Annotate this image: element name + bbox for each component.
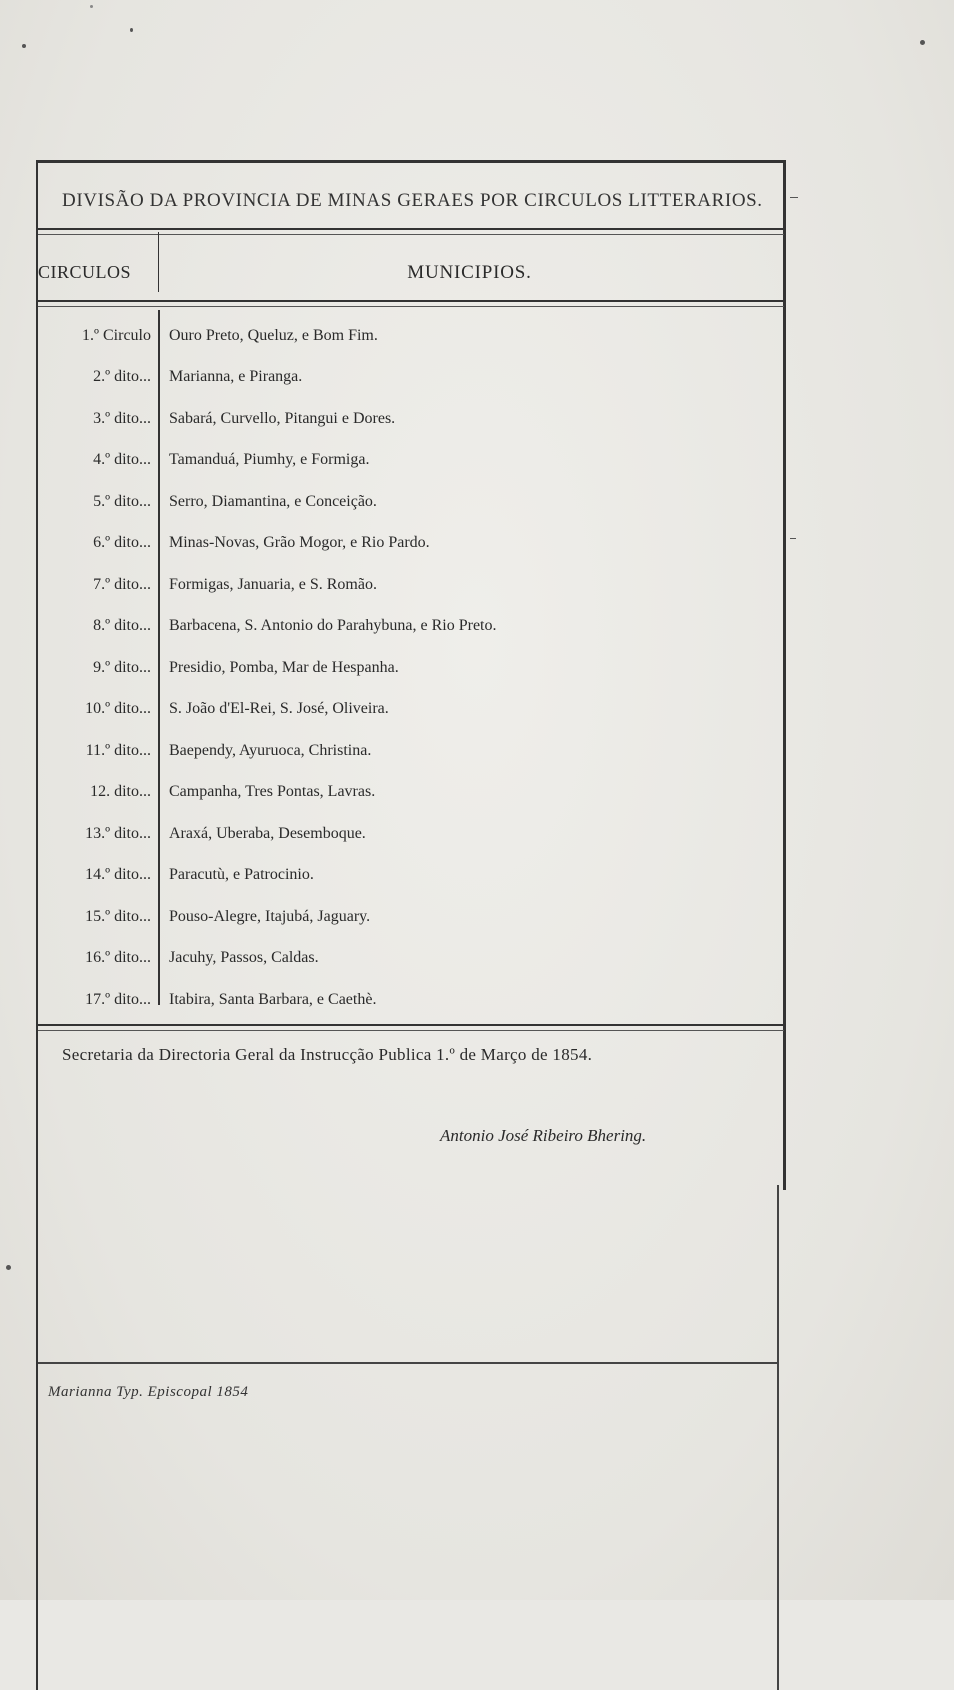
table-row (38, 938, 778, 980)
table-row (38, 772, 778, 814)
frame-right-border (783, 160, 786, 1190)
municipios-cell: Tamanduá, Piumhy, e Formiga. (169, 451, 370, 469)
municipios-cell: Pouso-Alegre, Itajubá, Jaguary. (169, 907, 371, 925)
table-row (38, 357, 778, 399)
ink-speck (920, 40, 925, 45)
frame-top-border (36, 160, 784, 163)
printer-imprint: Marianna Typ. Episcopal 1854 (48, 1384, 249, 1400)
title-rule (38, 228, 784, 235)
municipios-cell: Jacuhy, Passos, Caldas. (169, 949, 319, 967)
circulo-cell: 11.º dito... (85, 741, 151, 759)
frame-right-lower-border (777, 1185, 779, 1690)
table-row (38, 398, 778, 440)
municipios-cell: Paracutù, e Patrocinio. (169, 866, 314, 884)
ink-speck (90, 5, 93, 8)
circulo-cell: 9.º dito... (93, 658, 151, 676)
circulo-cell: 13.º dito... (85, 824, 151, 842)
municipios-cell: Baependy, Ayuruoca, Christina. (169, 741, 372, 759)
document-title: DIVISÃO DA PROVINCIA DE MINAS GERAES POR CIRCULOS LITTERARIOS. (62, 190, 763, 211)
table-row (38, 647, 778, 689)
secretaria-line: Secretaria da Directoria Geral da Instrucção Publica 1.º de Março de 1854. (62, 1045, 593, 1064)
table-row (38, 440, 778, 482)
circulo-cell: 2.º dito... (93, 368, 151, 386)
table-row (38, 730, 778, 772)
ink-speck (22, 44, 26, 48)
ink-speck (130, 28, 133, 32)
table-row (38, 606, 778, 648)
municipios-cell: Sabará, Curvello, Pitangui e Dores. (169, 409, 396, 427)
table-row (38, 979, 778, 1021)
municipios-cell: Itabira, Santa Barbara, e Caethè. (169, 990, 377, 1008)
municipios-cell: Araxá, Uberaba, Desemboque. (169, 824, 366, 842)
circulo-cell: 17.º dito... (85, 990, 151, 1008)
circulo-cell: 7.º dito... (93, 575, 151, 593)
table-row (38, 564, 778, 606)
municipios-cell: S. João d'El-Rei, S. José, Oliveira. (169, 700, 389, 718)
circulo-cell: 4.º dito... (93, 451, 151, 469)
signature: Antonio José Ribeiro Bhering. (440, 1126, 647, 1145)
margin-mark (790, 538, 796, 539)
circulo-cell: 1.º Circulo (82, 326, 151, 344)
municipios-cell: Minas-Novas, Grão Mogor, e Rio Pardo. (169, 534, 430, 552)
circulo-cell: 14.º dito... (85, 866, 151, 884)
table-row (38, 315, 778, 357)
circulo-cell: 16.º dito... (85, 949, 151, 967)
circulo-cell: 6.º dito... (93, 534, 151, 552)
circulo-cell: 12. dito... (90, 783, 151, 801)
header-rule (38, 300, 784, 307)
margin-mark (790, 197, 798, 198)
circulo-cell: 3.º dito... (93, 409, 151, 427)
table-bottom-rule (38, 1024, 784, 1031)
municipios-cell: Serro, Diamantina, e Conceição. (169, 492, 377, 510)
header-circulos: CIRCULOS (38, 262, 132, 282)
municipios-cell: Formigas, Januaria, e S. Romão. (169, 575, 377, 593)
table-row (38, 481, 778, 523)
ink-speck (6, 1265, 11, 1270)
municipios-cell: Campanha, Tres Pontas, Lavras. (169, 783, 376, 801)
circulo-cell: 10.º dito... (85, 700, 151, 718)
circulo-cell: 15.º dito... (85, 907, 151, 925)
municipios-cell: Marianna, e Piranga. (169, 368, 303, 386)
table-row (38, 689, 778, 731)
circulo-cell: 5.º dito... (93, 492, 151, 510)
municipios-cell: Ouro Preto, Queluz, e Bom Fim. (169, 326, 378, 344)
municipios-cell: Presidio, Pomba, Mar de Hespanha. (169, 658, 399, 676)
circulos-table (38, 315, 778, 1021)
municipios-cell: Barbacena, S. Antonio do Parahybuna, e Rio Preto. (169, 617, 497, 635)
table-row (38, 523, 778, 565)
circulo-cell: 8.º dito... (93, 617, 151, 635)
table-row (38, 855, 778, 897)
header-municipios: MUNICIPIOS. (407, 262, 532, 283)
header-column-divider (158, 232, 159, 292)
table-row (38, 813, 778, 855)
table-row (38, 896, 778, 938)
imprint-rule (38, 1362, 778, 1364)
